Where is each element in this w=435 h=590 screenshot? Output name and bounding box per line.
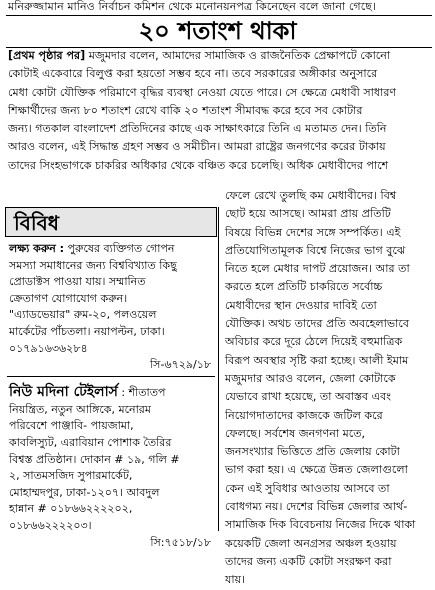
story-line: করতে হলে প্রতিটি চাকরিতে সর্বোচ্চ xyxy=(225,280,383,294)
classifieds-column xyxy=(5,207,217,549)
story-line: [প্রথম পৃষ্ঠার পর] মজুমদার বলেন, আমাদের সামাজিক ও রাজনৈতিক প্রেক্ষাপটে কোনো xyxy=(8,49,391,62)
story-line: মেধা কোটা যৌক্তিক পরিমাণে বৃদ্ধির ব্যবস্থা নেওয়া যেতে পারে। সে ক্ষেত্রে মেধাবী সাধারণ xyxy=(8,85,397,99)
ad-line: "এ্যাডভেয়ার" রুম-২০, পলওয়েল xyxy=(9,308,157,322)
ad-line: নিউ মদিনা টেইলার্স : শীতাতপ xyxy=(9,384,166,401)
classified-ad-2 xyxy=(5,380,217,534)
ad-lead: লক্ষ্য করুন : xyxy=(9,242,65,255)
ad-line: ০১৮৬৬২২২২০৩। xyxy=(9,518,92,532)
story-line: শিক্ষার্থীদের জন্য ৮০ শতাংশ রেখে বাকি ২০ শতাংশ সীমাবদ্ধ করে হবে সব কোটার xyxy=(8,103,363,117)
story-line: জনসংখ্যার ভিত্তিতে প্রতি জেলায় কোটা xyxy=(225,445,400,459)
ad-separator xyxy=(7,376,215,377)
ad-line: মার্কেটের পাঁচতলা। নয়াপল্টন, ঢাকা। xyxy=(9,324,165,338)
story-line: সামাজিক দিক বিবেচনায় নিজের দিকে থাকা xyxy=(225,518,416,532)
story-body-top xyxy=(8,47,428,175)
story-line: যেভাবে রাখা হয়েছে, তা অবাস্তব এবং xyxy=(225,390,392,404)
ad-line: প্রোডাক্টস পাওয়া যায়। সম্মানিত xyxy=(9,275,146,289)
ad-code: সি:৭৫১৮/১৮ xyxy=(150,535,211,549)
story-line: বোধগম্য নয়। দেশের বিভিন্ন জেলার আর্থ- xyxy=(225,500,408,514)
story-line: যায়। xyxy=(225,573,246,587)
ad-line: ২, সাতমসজিদ সুপারমার্কেট, xyxy=(9,469,133,483)
story-line: জন্য। গতকাল বাংলাদেশ প্রতিদিনের কাছে এক সাক্ষাৎকারে তিনি এ মতামত দেন। তিনি xyxy=(8,122,387,136)
story-line: ভাগ করা হয়। এ ক্ষেত্রে উন্নত জেলাগুলো xyxy=(225,463,408,477)
story-headline: ২০ শতাংশ থাকা xyxy=(138,16,297,45)
ad-line: সমস্যা সমাধানের জন্য বিশ্ববিখ্যাত কিছু xyxy=(9,258,177,272)
story-line: মজুমদার আরও বলেন, জেলা কোটাকে xyxy=(225,371,396,385)
story-line: ছোট হয়ে আসছে। আমরা প্রায় প্রতিটি xyxy=(225,207,391,221)
ad-line: বিশ্বস্ত প্রতিষ্ঠান। দোকান # ১৯, গলি # xyxy=(9,452,180,466)
ad-line: ০১৭৯১৬৩৬২৮৪ xyxy=(9,341,88,355)
story-line: যৌক্তিক। অথচ তাদের প্রতি অবহেলাভাবে xyxy=(225,317,410,331)
ad-line: ক্রেতাগণ যোগাযোগ করুন। xyxy=(9,291,128,305)
ad-line: নিয়ন্ত্রিত, নতুন আঙ্গিকে, মনোরম xyxy=(9,402,151,416)
story-line: ফেলছে। সর্বশেষ জনগণনা মতে, xyxy=(225,426,366,440)
story-line: ফেলে রেখে তুলছি কম মেধাবীদের। বিশ্ব xyxy=(225,189,397,202)
classifieds-section-title: বিবিধ xyxy=(5,207,217,237)
ad-title: নিউ মদিনা টেইলার্স xyxy=(9,384,118,401)
story-line: প্রতিযোগিতামূলক বিশ্বে নিজের ভাগ বুঝে xyxy=(225,243,406,257)
ad-code: সি-৬৭২৯/১৮ xyxy=(150,358,211,372)
story-line: বিরূপ অবস্থার সৃষ্টি করা হচ্ছে। আলী ইমাম xyxy=(225,353,409,367)
ad-line: হান্নান # ০১৮৬৬২২২২০২, xyxy=(9,502,133,516)
story-line: বিষয়ে বিভিন্ন দেশের সঙ্গে সম্পর্কিত। এই xyxy=(225,225,401,239)
story-line: তাদের সিংহভাগকে চাকরির অধিকার থেকে বঞ্চিত করে চলেছি। অধিক মেধাবীদের পাশে xyxy=(8,158,389,172)
story-line: মেধাবীদের স্থান দেওয়ার দাবিই তো xyxy=(225,298,377,312)
ad-line: কাবলিস্যুট, এরাবিয়ান পোশাক তৈরির xyxy=(9,435,172,449)
ad-line: মোহাম্মদপুর, ঢাকা-১২০৭। আবদুল xyxy=(9,485,160,499)
continuation-lead: [প্রথম পৃষ্ঠার পর] xyxy=(8,49,86,62)
story-line: নিয়োগদাতাদের কাজকে জটিল করে xyxy=(225,408,383,422)
story-line: নিতে হলে মেধার দাপট প্রয়োজন। আর তা xyxy=(225,262,410,276)
classified-ad-1 xyxy=(5,237,217,357)
story-line: কেন এই সুবিধার আওতায় আসবে তা xyxy=(225,481,390,495)
story-line: অবিচার করে দূরে ঠেলে দিয়েই বহুমাত্রিক xyxy=(225,335,403,349)
story-line: কোটাই একেবারে বিলুপ্ত করা হয়তো সম্ভব হবে না। তবে সরকারের অঙ্গীকার অনুসারে xyxy=(8,67,378,81)
story-line: তাদের জন্য একটি কোটা সংরক্ষণ করা xyxy=(225,554,392,568)
story-line: আরও বলেন, এই সিদ্ধান্ত গ্রহণ সম্ভব ও সমীচীন। আমরা রাষ্ট্রের জনগণের করের টাকায় xyxy=(8,140,386,154)
previous-story-fragment: মনিরুজ্জামান মানিও নির্বাচন কমিশন থেকে মনোনয়নপত্র কিনেছেন বলে জানা গেছে। xyxy=(8,0,376,13)
story-line: কয়েকটি জেলা অনগ্রসর অঞ্চল হওয়ায় xyxy=(225,536,397,550)
ad-line: পরিবেশে পাঞ্জাবি- পায়জামা, xyxy=(9,419,134,433)
ad-line: লক্ষ্য করুন : পুরুষের ব্যক্তিগত গোপন xyxy=(9,242,175,255)
column-divider xyxy=(218,207,219,531)
story-body-right xyxy=(225,187,431,590)
